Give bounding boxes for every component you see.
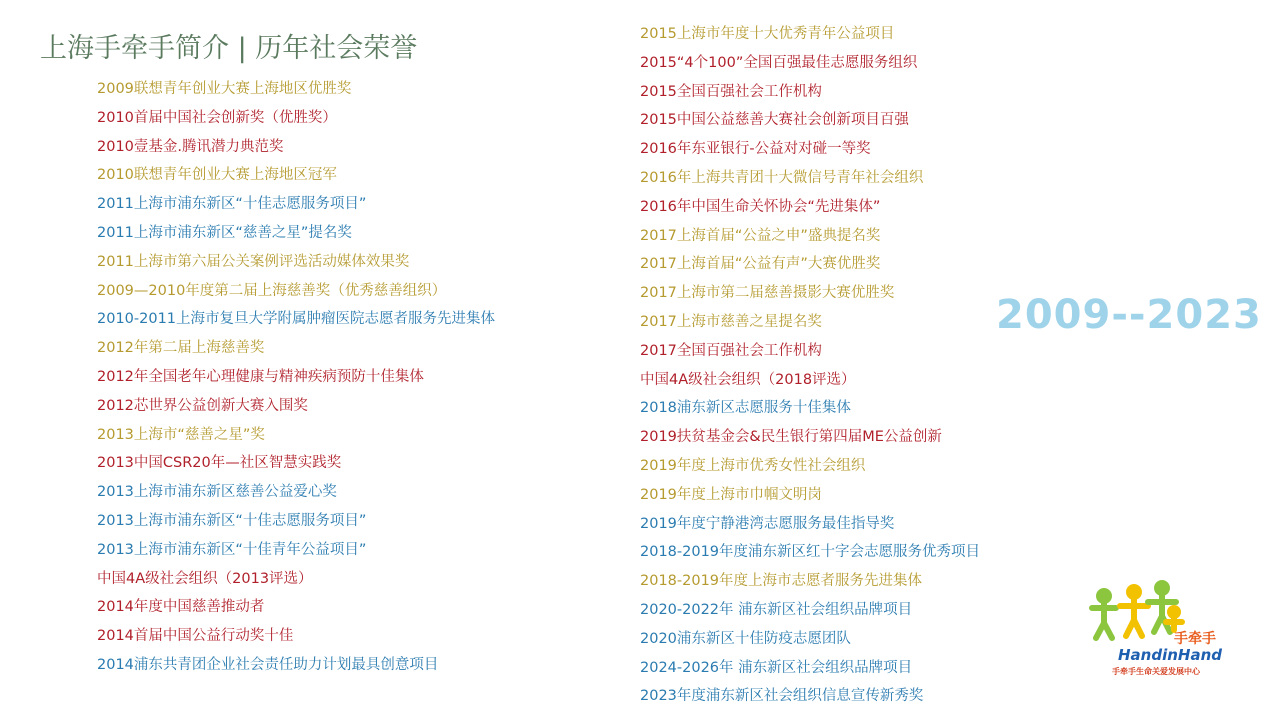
award-item: 2010壹基金.腾讯潜力典范奖 xyxy=(97,138,284,155)
award-item: 2017全国百强社会工作机构 xyxy=(640,342,822,359)
award-item: 2016年上海共青团十大微信号青年社会组织 xyxy=(640,169,924,186)
award-item: 2015“4个100”全国百强最佳志愿服务组织 xyxy=(640,54,918,71)
award-item: 2019年度宁静港湾志愿服务最佳指导奖 xyxy=(640,515,895,532)
award-item: 2014浦东共青团企业社会责任助力计划最具创意项目 xyxy=(97,656,439,673)
right-award-list xyxy=(640,20,980,711)
award-item: 2018浦东新区志愿服务十佳集体 xyxy=(640,400,851,417)
award-item: 2012年第二届上海慈善奖 xyxy=(97,340,265,357)
award-item: 2012年全国老年心理健康与精神疾病预防十佳集体 xyxy=(97,368,424,385)
award-item: 2015全国百强社会工作机构 xyxy=(640,83,822,100)
year-range: 2009--2023 xyxy=(996,292,1262,338)
award-item: 2009联想青年创业大赛上海地区优胜奖 xyxy=(97,81,352,97)
award-item: 2010-2011上海市复旦大学附属肿瘤医院志愿者服务先进集体 xyxy=(97,311,496,328)
award-item: 2014年度中国慈善推动者 xyxy=(97,599,265,616)
award-item: 2017上海首届“公益之申”盛典提名奖 xyxy=(640,227,881,244)
left-award-list xyxy=(97,75,495,680)
award-item: 2020浦东新区十佳防疫志愿团队 xyxy=(640,630,851,647)
award-item: 中国4A级社会组织（2013评选） xyxy=(97,570,313,587)
award-item: 2017上海首届“公益有声”大赛优胜奖 xyxy=(640,256,881,273)
award-item: 2019年度上海市优秀女性社会组织 xyxy=(640,457,866,474)
award-item: 2013上海市“慈善之星”奖 xyxy=(97,426,265,443)
award-item: 中国4A级社会组织（2018评选） xyxy=(640,371,856,388)
award-item: 2013上海市浦东新区“十佳志愿服务项目” xyxy=(97,512,367,529)
award-item: 2011上海市浦东新区“慈善之星”提名奖 xyxy=(97,224,352,241)
award-item: 2013上海市浦东新区慈善公益爱心奖 xyxy=(97,484,337,501)
award-item: 2017上海市第二届慈善摄影大赛优胜奖 xyxy=(640,285,895,302)
page-title: 上海手牵手简介 | 历年社会荣誉 xyxy=(40,33,418,64)
award-item: 2009—2010年度第二届上海慈善奖（优秀慈善组织） xyxy=(97,282,447,299)
hand-in-hand-logo xyxy=(1082,578,1232,682)
award-item: 2016年中国生命关怀协会“先进集体” xyxy=(640,198,881,215)
logo-english-text: HandinHand xyxy=(1118,646,1223,664)
award-item: 2019年度上海市巾帼文明岗 xyxy=(640,486,822,503)
logo-subtitle: 手牵手生命关爱发展中心 xyxy=(1112,667,1200,676)
award-item: 2011上海市浦东新区“十佳志愿服务项目” xyxy=(97,196,367,213)
logo-chinese-text: 手牵手 xyxy=(1174,631,1216,647)
award-item: 2010联想青年创业大赛上海地区冠军 xyxy=(97,167,337,184)
award-item: 2018-2019年度浦东新区红十字会志愿服务优秀项目 xyxy=(640,544,981,561)
award-item: 2012芯世界公益创新大赛入围奖 xyxy=(97,397,308,414)
award-item: 2010首届中国社会创新奖（优胜奖） xyxy=(97,109,337,126)
award-item: 2020-2022年 浦东新区社会组织品牌项目 xyxy=(640,601,913,618)
award-item: 2019扶贫基金会&民生银行第四届ME公益创新 xyxy=(640,429,942,446)
award-item: 2015上海市年度十大优秀青年公益项目 xyxy=(640,26,895,42)
award-item: 2023年度浦东新区社会组织信息宣传新秀奖 xyxy=(640,688,924,705)
award-item: 2011上海市第六届公关案例评选活动媒体效果奖 xyxy=(97,253,410,270)
award-item: 2024-2026年 浦东新区社会组织品牌项目 xyxy=(640,659,913,676)
award-item: 2013中国CSR20年—社区智慧实践奖 xyxy=(97,455,342,472)
award-item: 2015中国公益慈善大赛社会创新项目百强 xyxy=(640,112,909,129)
award-item: 2014首届中国公益行动奖十佳 xyxy=(97,628,294,645)
award-item: 2016年东亚银行-公益对对碰一等奖 xyxy=(640,141,871,158)
award-item: 2013上海市浦东新区“十佳青年公益项目” xyxy=(97,541,367,558)
award-item: 2018-2019年度上海市志愿者服务先进集体 xyxy=(640,573,923,590)
award-item: 2017上海市慈善之星提名奖 xyxy=(640,313,822,330)
